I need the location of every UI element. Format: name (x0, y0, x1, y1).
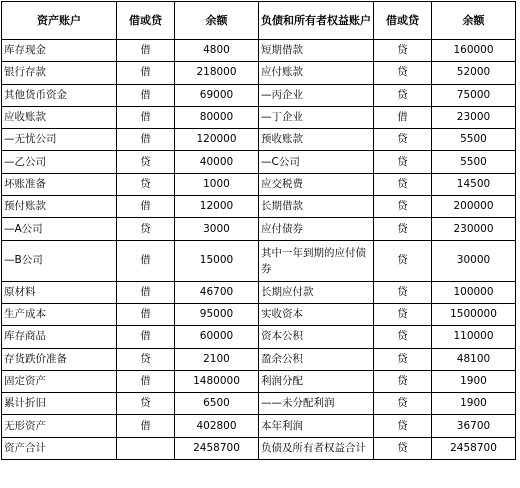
table-row (2, 415, 516, 437)
liability-balance-cell: 110000 (432, 326, 516, 348)
liability-account-cell: —丁企业 (259, 106, 374, 128)
liability-dc-cell: 贷 (374, 196, 432, 218)
asset-dc-cell: 借 (117, 415, 175, 437)
balance-table (1, 1, 516, 460)
table-row (2, 40, 516, 62)
liability-dc-cell: 贷 (374, 240, 432, 281)
asset-dc-cell: 贷 (117, 393, 175, 415)
asset-balance-cell: 1480000 (175, 370, 259, 392)
liability-balance-cell: 2458700 (432, 437, 516, 459)
liability-balance-cell: 36700 (432, 415, 516, 437)
asset-dc-cell: 借 (117, 84, 175, 106)
header-asset-balance: 余额 (175, 2, 259, 40)
liability-account-cell: 长期应付款 (259, 281, 374, 303)
table-row (2, 84, 516, 106)
asset-account-cell: 无形资产 (2, 415, 117, 437)
liability-dc-cell: 贷 (374, 415, 432, 437)
asset-dc-cell: 借 (117, 240, 175, 281)
liability-dc-cell: 借 (374, 106, 432, 128)
asset-balance-cell: 60000 (175, 326, 259, 348)
asset-account-cell: 应收账款 (2, 106, 117, 128)
asset-account-cell: 银行存款 (2, 62, 117, 84)
asset-account-cell: —乙公司 (2, 151, 117, 173)
liability-account-cell: 预收账款 (259, 129, 374, 151)
table-row (2, 151, 516, 173)
table-row (2, 281, 516, 303)
liability-balance-cell: 230000 (432, 218, 516, 240)
asset-dc-cell: 借 (117, 326, 175, 348)
asset-dc-cell: 借 (117, 303, 175, 325)
asset-dc-cell: 借 (117, 281, 175, 303)
liability-dc-cell: 贷 (374, 173, 432, 195)
asset-balance-cell: 69000 (175, 84, 259, 106)
liability-balance-cell: 1900 (432, 393, 516, 415)
liability-dc-cell: 贷 (374, 437, 432, 459)
liability-account-cell: 利润分配 (259, 370, 374, 392)
asset-dc-cell (117, 437, 175, 459)
asset-balance-cell: 46700 (175, 281, 259, 303)
asset-dc-cell: 借 (117, 196, 175, 218)
asset-account-cell: 原材料 (2, 281, 117, 303)
asset-balance-cell: 2100 (175, 348, 259, 370)
asset-dc-cell: 借 (117, 106, 175, 128)
liability-account-cell: 应付债券 (259, 218, 374, 240)
asset-balance-cell: 15000 (175, 240, 259, 281)
asset-balance-cell: 95000 (175, 303, 259, 325)
header-asset-dc: 借或贷 (117, 2, 175, 40)
asset-balance-cell: 402800 (175, 415, 259, 437)
asset-account-cell: 累计折旧 (2, 393, 117, 415)
liability-dc-cell: 贷 (374, 84, 432, 106)
asset-balance-cell: 80000 (175, 106, 259, 128)
table-row (2, 173, 516, 195)
liability-balance-cell: 75000 (432, 84, 516, 106)
asset-dc-cell: 贷 (117, 348, 175, 370)
liability-account-cell: 短期借款 (259, 40, 374, 62)
asset-account-cell: 资产合计 (2, 437, 117, 459)
asset-balance-cell: 40000 (175, 151, 259, 173)
liability-dc-cell: 贷 (374, 348, 432, 370)
liability-balance-cell: 100000 (432, 281, 516, 303)
liability-dc-cell: 贷 (374, 326, 432, 348)
liability-dc-cell: 贷 (374, 218, 432, 240)
asset-dc-cell: 借 (117, 62, 175, 84)
asset-account-cell: —B公司 (2, 240, 117, 281)
asset-dc-cell: 借 (117, 370, 175, 392)
asset-balance-cell: 4800 (175, 40, 259, 62)
asset-balance-cell: 2458700 (175, 437, 259, 459)
table-row (2, 106, 516, 128)
asset-dc-cell: 贷 (117, 173, 175, 195)
liability-dc-cell: 贷 (374, 370, 432, 392)
asset-balance-cell: 6500 (175, 393, 259, 415)
table-row (2, 129, 516, 151)
asset-dc-cell: 贷 (117, 218, 175, 240)
header-liability-dc: 借或贷 (374, 2, 432, 40)
liability-account-cell: 其中一年到期的应付债券 (259, 240, 374, 281)
liability-balance-cell: 1500000 (432, 303, 516, 325)
liability-account-cell: —C公司 (259, 151, 374, 173)
asset-account-cell: 预付账款 (2, 196, 117, 218)
table-row (2, 437, 516, 459)
asset-dc-cell: 贷 (117, 151, 175, 173)
table-body (2, 40, 516, 460)
asset-dc-cell: 借 (117, 129, 175, 151)
liability-account-cell: —丙企业 (259, 84, 374, 106)
table-row (2, 393, 516, 415)
table-row (2, 326, 516, 348)
asset-balance-cell: 12000 (175, 196, 259, 218)
header-liability-account: 负债和所有者权益账户 (259, 2, 374, 40)
liability-account-cell: 负债及所有者权益合计 (259, 437, 374, 459)
asset-balance-cell: 3000 (175, 218, 259, 240)
liability-account-cell: ——未分配利润 (259, 393, 374, 415)
asset-account-cell: 坏账准备 (2, 173, 117, 195)
liability-account-cell: 盈余公积 (259, 348, 374, 370)
table-row (2, 218, 516, 240)
liability-account-cell: 实收资本 (259, 303, 374, 325)
table-row (2, 240, 516, 281)
liability-account-cell: 应交税费 (259, 173, 374, 195)
liability-dc-cell: 贷 (374, 281, 432, 303)
liability-balance-cell: 5500 (432, 151, 516, 173)
asset-account-cell: 生产成本 (2, 303, 117, 325)
header-liability-balance: 余额 (432, 2, 516, 40)
liability-dc-cell: 贷 (374, 40, 432, 62)
asset-balance-cell: 1000 (175, 173, 259, 195)
asset-account-cell: —无忧公司 (2, 129, 117, 151)
table-row (2, 62, 516, 84)
liability-account-cell: 本年利润 (259, 415, 374, 437)
liability-balance-cell: 200000 (432, 196, 516, 218)
liability-dc-cell: 贷 (374, 303, 432, 325)
liability-balance-cell: 48100 (432, 348, 516, 370)
header-asset-account: 资产账户 (2, 2, 117, 40)
liability-balance-cell: 30000 (432, 240, 516, 281)
liability-dc-cell: 贷 (374, 62, 432, 84)
liability-balance-cell: 23000 (432, 106, 516, 128)
table-header-row (2, 2, 516, 40)
liability-dc-cell: 贷 (374, 393, 432, 415)
liability-balance-cell: 160000 (432, 40, 516, 62)
liability-balance-cell: 1900 (432, 370, 516, 392)
liability-balance-cell: 52000 (432, 62, 516, 84)
liability-dc-cell: 贷 (374, 151, 432, 173)
asset-balance-cell: 218000 (175, 62, 259, 84)
asset-account-cell: —A公司 (2, 218, 117, 240)
asset-account-cell: 库存商品 (2, 326, 117, 348)
liability-balance-cell: 5500 (432, 129, 516, 151)
asset-account-cell: 存货跌价准备 (2, 348, 117, 370)
asset-account-cell: 固定资产 (2, 370, 117, 392)
asset-account-cell: 其他货币资金 (2, 84, 117, 106)
table-row (2, 303, 516, 325)
liability-dc-cell: 贷 (374, 129, 432, 151)
liability-account-cell: 长期借款 (259, 196, 374, 218)
liability-balance-cell: 14500 (432, 173, 516, 195)
table-row (2, 196, 516, 218)
table-row (2, 370, 516, 392)
asset-account-cell: 库存现金 (2, 40, 117, 62)
asset-dc-cell: 借 (117, 40, 175, 62)
asset-balance-cell: 120000 (175, 129, 259, 151)
liability-account-cell: 应付账款 (259, 62, 374, 84)
liability-account-cell: 资本公积 (259, 326, 374, 348)
table-row (2, 348, 516, 370)
